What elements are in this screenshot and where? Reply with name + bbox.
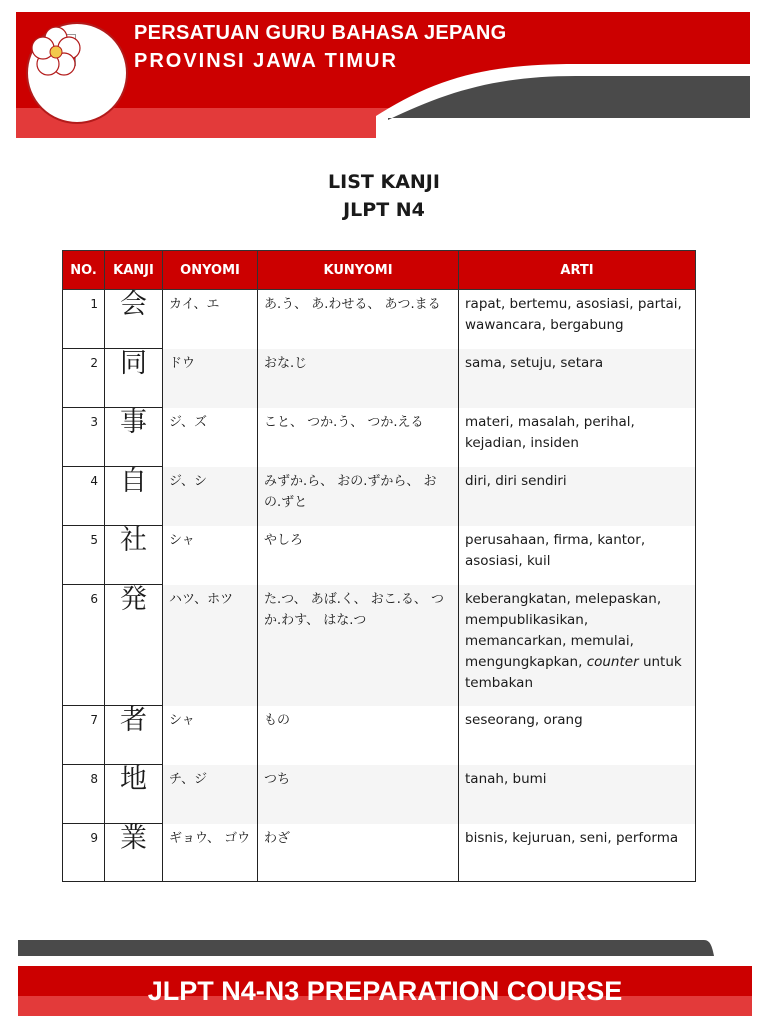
- meaning: materi, masalah, perihal, kejadian, insiden: [459, 408, 696, 467]
- meaning: tanah, bumi: [459, 765, 696, 824]
- row-number: 1: [63, 290, 105, 349]
- table-row: [63, 290, 696, 349]
- onyomi-reading: ジ、ズ: [163, 408, 258, 467]
- table-row: [63, 585, 696, 706]
- onyomi-reading: ドウ: [163, 349, 258, 408]
- meaning: perusahaan, firma, kantor, asosiasi, kuil: [459, 526, 696, 585]
- kunyomi-reading: つち: [258, 765, 459, 824]
- header-no: NO.: [63, 251, 105, 290]
- meaning: seseorang, orang: [459, 706, 696, 765]
- row-number: 4: [63, 467, 105, 526]
- association-logo: [26, 22, 128, 124]
- footer-title: JLPT N4-N3 PREPARATION COURSE: [147, 976, 623, 1006]
- kanji-char: 者: [105, 706, 163, 765]
- header-arti: ARTI: [459, 251, 696, 290]
- meaning: diri, diri sendiri: [459, 467, 696, 526]
- kunyomi-reading: あ.う、 あ.わせる、 あつ.まる: [258, 290, 459, 349]
- kunyomi-reading: おな.じ: [258, 349, 459, 408]
- header-onyomi: ONYOMI: [163, 251, 258, 290]
- table-row: [63, 467, 696, 526]
- kunyomi-reading: やしろ: [258, 526, 459, 585]
- meaning: rapat, bertemu, asosiasi, partai, wawancara, bergabung: [459, 290, 696, 349]
- row-number: 8: [63, 765, 105, 824]
- kunyomi-reading: こと、 つか.う、 つか.える: [258, 408, 459, 467]
- kanji-table: [62, 250, 696, 882]
- onyomi-reading: ハツ、ホツ: [163, 585, 258, 706]
- row-number: 6: [63, 585, 105, 706]
- table-row: [63, 765, 696, 824]
- footer-banner: [18, 940, 752, 1020]
- meaning: sama, setuju, setara: [459, 349, 696, 408]
- onyomi-reading: シャ: [163, 526, 258, 585]
- sakura-flower-icon: [28, 24, 84, 80]
- kunyomi-reading: もの: [258, 706, 459, 765]
- kanji-char: 事: [105, 408, 163, 467]
- kanji-char: 社: [105, 526, 163, 585]
- onyomi-reading: ジ、シ: [163, 467, 258, 526]
- kunyomi-reading: わざ: [258, 824, 459, 882]
- row-number: 9: [63, 824, 105, 882]
- meaning: [459, 585, 696, 706]
- header-subtitle: PROVINSI JAWA TIMUR: [134, 50, 398, 72]
- kunyomi-reading: た.つ、 あば.く、 おこ.る、 つか.わす、 はな.つ: [258, 585, 459, 706]
- table-row: [63, 824, 696, 882]
- kanji-char: 自: [105, 467, 163, 526]
- table-header-row: [63, 251, 696, 290]
- kanji-char: 地: [105, 765, 163, 824]
- kanji-char: 発: [105, 585, 163, 706]
- onyomi-reading: ギョウ、 ゴウ: [163, 824, 258, 882]
- document-title: [0, 168, 768, 224]
- title-line-2: JLPT N4: [343, 199, 425, 221]
- onyomi-reading: カイ、エ: [163, 290, 258, 349]
- row-number: 2: [63, 349, 105, 408]
- kanji-char: 業: [105, 824, 163, 882]
- onyomi-reading: チ、ジ: [163, 765, 258, 824]
- row-number: 7: [63, 706, 105, 765]
- meaning-text: keberangkatan, melepaskan, mempublikasikan, memancarkan, memulai, mengungkapkan,: [465, 591, 662, 670]
- row-number: 3: [63, 408, 105, 467]
- row-number: 5: [63, 526, 105, 585]
- title-line-1: LIST KANJI: [328, 171, 440, 193]
- meaning-text-end: untuk tembakan: [465, 654, 682, 691]
- kanji-char: 同: [105, 349, 163, 408]
- header-kunyomi: KUNYOMI: [258, 251, 459, 290]
- header-kanji: KANJI: [105, 251, 163, 290]
- header-banner: [16, 12, 750, 138]
- meaning: bisnis, kejuruan, seni, performa: [459, 824, 696, 882]
- onyomi-reading: シャ: [163, 706, 258, 765]
- table-row: [63, 706, 696, 765]
- kanji-char: 会: [105, 290, 163, 349]
- table-row: [63, 349, 696, 408]
- table-row: [63, 526, 696, 585]
- table-row: [63, 408, 696, 467]
- kunyomi-reading: みずか.ら、 おの.ずから、 おの.ずと: [258, 467, 459, 526]
- meaning-italic: counter: [586, 654, 639, 670]
- header-title: PERSATUAN GURU BAHASA JEPANG: [134, 22, 507, 44]
